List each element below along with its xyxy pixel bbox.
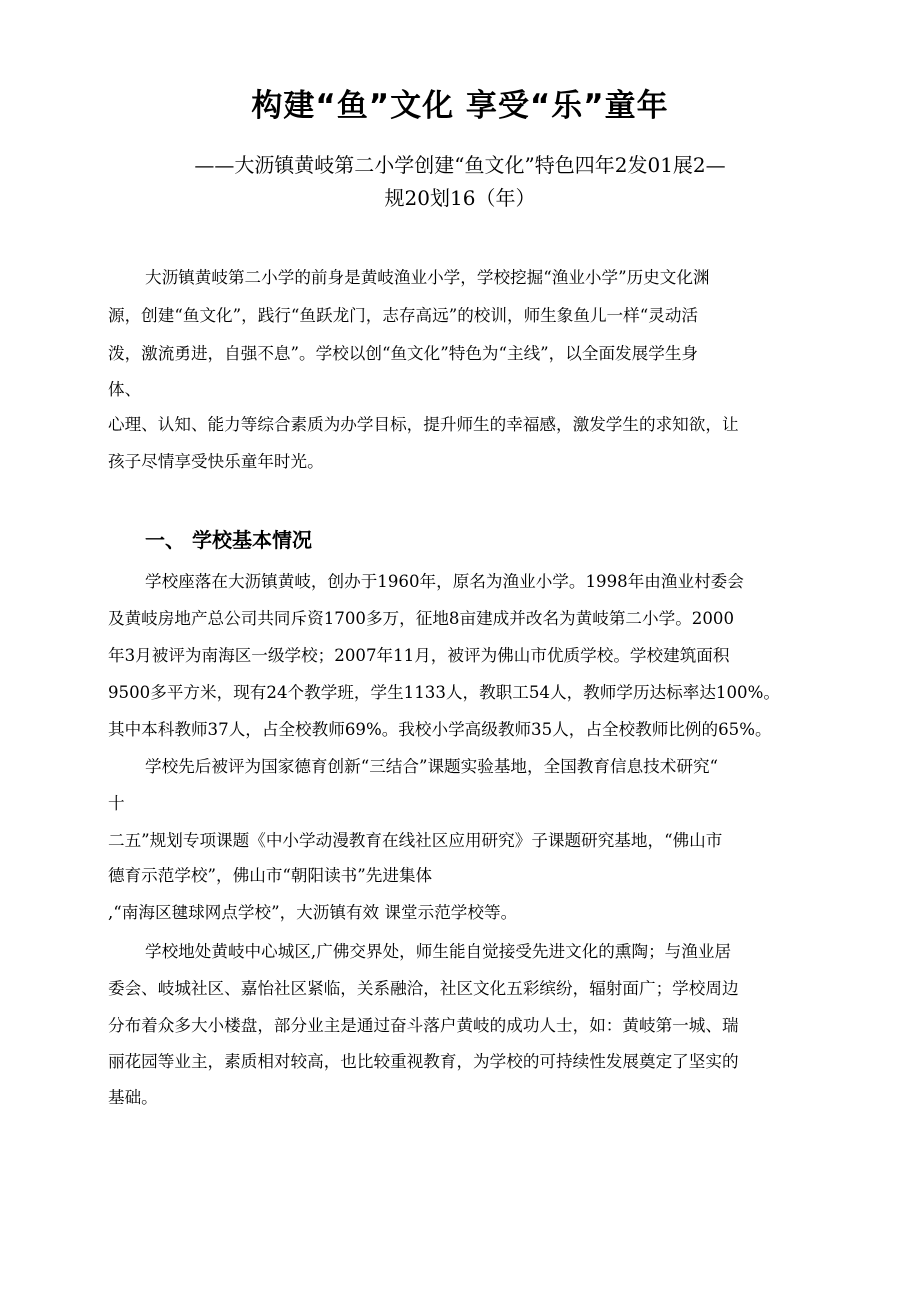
section-paragraph-line: 其中本科教师37人，占全校教师69%。我校小学高级教师35人，占全校教师比例的65%。 (108, 720, 772, 739)
section-paragraph-line: 德育示范学校”，佛山市“朝阳读书”先进集体 (108, 866, 433, 885)
section-paragraph-line: 二五”规划专项课题《中小学动漫教育在线社区应用研究》子课题研究基地，“佛山市 (108, 831, 723, 850)
document-subtitle-line-2: 规20划16（年） (384, 186, 536, 210)
section-paragraph-line: 及黄岐房地产总公司共同斥资1700多万，征地8亩建成并改名为黄岐第二小学。2000 (108, 609, 735, 628)
section-paragraph-line: 年3月被评为南海区一级学校；2007年11月，被评为佛山市优质学校。学校建筑面积 (108, 646, 730, 665)
section-paragraph-line: 委会、岐城社区、嘉怡社区紧临，关系融洽，社区文化五彩缤纷，辐射面广；学校周边 (108, 979, 739, 998)
section-paragraph-line: 学校座落在大沥镇黄岐，创办于1960年，原名为渔业小学。1998年由渔业村委会 (145, 572, 744, 591)
document-subtitle-line-1: ——大沥镇黄岐第二小学创建“鱼文化”特色四年2发01展2— (194, 153, 726, 177)
section-heading: 一、 学校基本情况 (145, 528, 312, 552)
intro-paragraph-line: 孩子尽情享受快乐童年时光。 (108, 452, 324, 471)
section-paragraph-line: 分布着众多大小楼盘，部分业主是通过奋斗落户黄岐的成功人士，如：黄岐第一城、瑞 (108, 1016, 739, 1035)
intro-paragraph-line: 源，创建“鱼文化”，践行“鱼跃龙门，志存高远”的校训，师生象鱼儿一样“灵动活 (108, 306, 699, 325)
section-paragraph-line: 学校地处黄岐中心城区,广佛交界处，师生能自觉接受先进文化的熏陶；与渔业居 (145, 942, 732, 961)
section-paragraph-line: 学校先后被评为国家德育创新“三结合”课题实验基地，全国教育信息技术研究“ (145, 757, 719, 776)
intro-paragraph-line: 泼，激流勇进，自强不息”。学校以创“鱼文化”特色为“主线”，以全面发展学生身 (108, 344, 699, 363)
section-paragraph-line: 十 (108, 794, 125, 813)
section-paragraph-line: 基础。 (108, 1088, 158, 1107)
intro-paragraph-line: 大沥镇黄岐第二小学的前身是黄岐渔业小学，学校挖掘“渔业小学”历史文化渊 (145, 268, 710, 287)
section-paragraph-line: 9500多平方米，现有24个教学班，学生1133人，教职工54人，教师学历达标率达100%。 (108, 683, 780, 702)
section-paragraph-line: 丽花园等业主，素质相对较高，也比较重视教育，为学校的可持续性发展奠定了坚实的 (108, 1052, 739, 1071)
document-title: 构建“鱼”文化 享受“乐”童年 (251, 88, 669, 124)
section-paragraph-line: ,“南海区毽球网点学校”，大沥镇有效 课堂示范学校等。 (108, 903, 518, 922)
intro-paragraph-line: 体、 (108, 380, 142, 399)
intro-paragraph-line: 心理、认知、能力等综合素质为办学目标，提升师生的幸福感，激发学生的求知欲，让 (108, 415, 739, 434)
